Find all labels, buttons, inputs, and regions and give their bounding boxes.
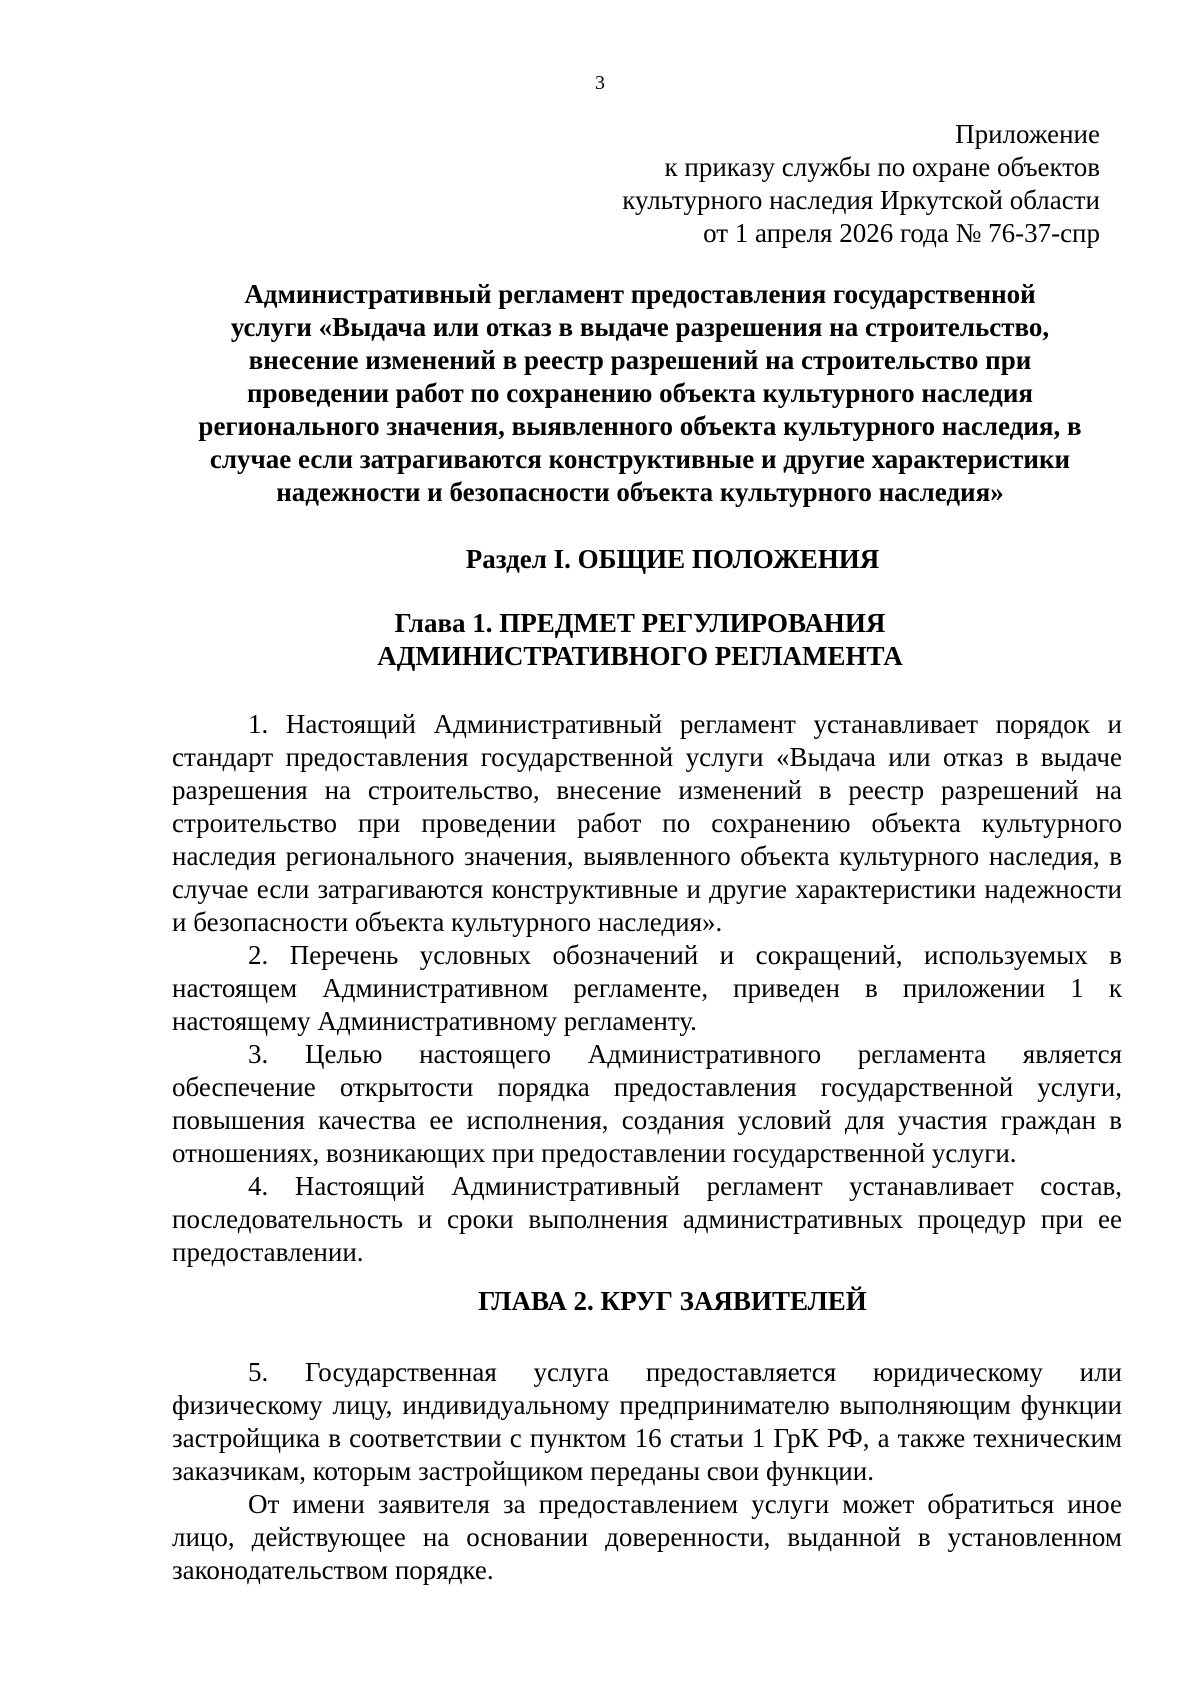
appendix-line: Приложение bbox=[955, 119, 1100, 149]
title-line: внесение изменений в реестр разрешений на строительство при bbox=[248, 345, 1032, 375]
chapter-2-body bbox=[172, 1356, 1122, 1587]
chapter-2-heading: ГЛАВА 2. КРУГ ЗАЯВИТЕЛЕЙ bbox=[478, 1286, 867, 1316]
appendix-line: от 1 апреля 2026 года № 76-37-спр bbox=[703, 218, 1100, 248]
title-line: регионального значения, выявленного объекта культурного наследия, в bbox=[198, 411, 1082, 441]
appendix-line: к приказу службы по охране объектов bbox=[664, 152, 1100, 182]
title-line: надежности и безопасности объекта культурного наследия» bbox=[276, 477, 1004, 507]
page-number: 3 bbox=[595, 72, 605, 94]
title-line: случае если затрагиваются конструктивные и другие характеристики bbox=[209, 444, 1071, 474]
paragraph-1: 1. Настоящий Административный регламент устанавливает порядок и стандарт предоставления государственной услуги «Выдача или отказ в выдаче разрешения на строительство, внесение изменений в реестр разрешений на строительство при проведении работ по сохранению объекта культурного наследия регионального значения, выявленного объекта культурного наследия, в случае если затрагиваются конструктивные и другие характеристики надежности и безопасности объекта культурного наследия». bbox=[172, 709, 1122, 937]
paragraph-3: 3. Целью настоящего Административного регламента является обеспечение открытости порядка предоставления государственной услуги, повышения качества ее исполнения, создания условий для участия граждан в отношениях, возникающих при предоставлении государственной услуги. bbox=[172, 1039, 1122, 1168]
appendix-line: культурного наследия Иркутской области bbox=[622, 185, 1100, 215]
paragraph-2: 2. Перечень условных обозначений и сокращений, используемых в настоящем Административном регламенте, приведен в приложении 1 к настоящему Административному регламенту. bbox=[172, 940, 1122, 1036]
title-line: проведении работ по сохранению объекта культурного наследия bbox=[247, 378, 1033, 408]
title-line: услуги «Выдача или отказ в выдаче разрешения на строительство, bbox=[230, 312, 1050, 342]
chapter-1-heading-line: Глава 1. ПРЕДМЕТ РЕГУЛИРОВАНИЯ bbox=[394, 608, 886, 638]
chapter-1-heading bbox=[150, 607, 1130, 673]
paragraph-5: 5. Государственная услуга предоставляется юридическому или физическому лицу, индивидуальному предпринимателю выполняющим функции застройщика в соответствии с пунктом 16 статьи 1 ГрК РФ, а также техническим заказчикам, которым застройщиком переданы свои функции. bbox=[172, 1357, 1122, 1486]
title-line: Административный регламент предоставления государственной bbox=[244, 279, 1036, 309]
chapter-1-heading-line: АДМИНИСТРАТИВНОГО РЕГЛАМЕНТА bbox=[377, 641, 903, 671]
paragraph-representative: От имени заявителя за предоставлением услуги может обратиться иное лицо, действующее на основании доверенности, выданной в установленном законодательством порядке. bbox=[172, 1489, 1122, 1585]
document-title bbox=[150, 278, 1130, 509]
paragraph-4: 4. Настоящий Административный регламент устанавливает состав, последовательность и сроки выполнения административных процедур при ее предоставлении. bbox=[172, 1171, 1122, 1267]
chapter-1-body bbox=[172, 708, 1122, 1269]
appendix-block bbox=[500, 118, 1100, 250]
section-heading: Раздел I. ОБЩИЕ ПОЛОЖЕНИЯ bbox=[465, 544, 880, 574]
